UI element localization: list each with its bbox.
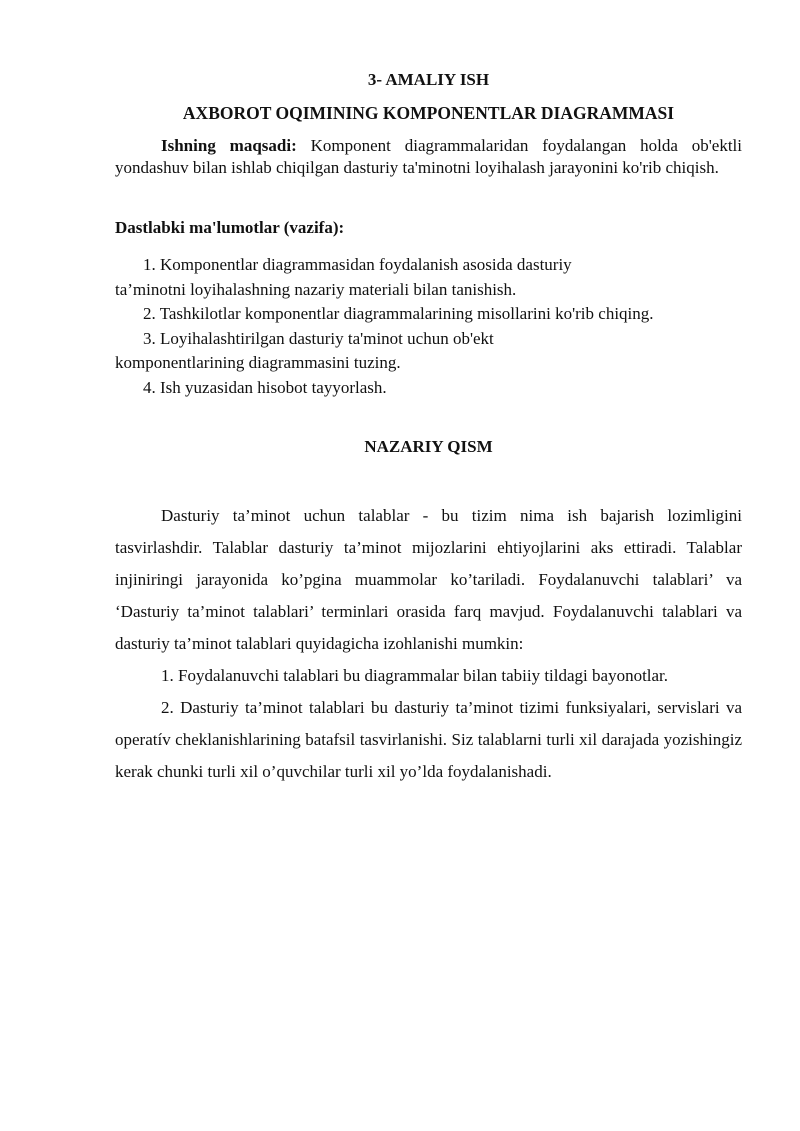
theory-body (115, 500, 742, 788)
theory-paragraph-2: 1. Foydalanuvchi talablari bu diagrammalar bilan tabiiy tildagi bayonotlar. (161, 666, 669, 685)
purpose-label: Ishning maqsadi: (161, 136, 297, 155)
initial-data-heading: Dastlabki ma'lumotlar (vazifa): (115, 218, 345, 237)
theory-paragraph-1: Dasturiy ta’minot uchun talablar - bu tizim nima ish bajarish lozimligini tasvirlashdir. Talablar dasturiy ta’minot mijozlarini ehtiyojlarini aks ettiradi. Talablar injiniringi jarayonida ko’pgina muammolar ko’tariladi. Foydalanuvchi talablari’ va ‘Dasturiy ta’minot talablari’ terminlari orasida farq mavjud. Foydalanuvchi talablari va dasturiy ta’minot talablari quyidagicha izohlanishi mumkin: (115, 506, 742, 653)
task-list (115, 253, 742, 400)
purpose-paragraph (115, 135, 742, 179)
page-title: AXBOROT OQIMINING KOMPONENTLAR DIAGRAMMASI (182, 103, 675, 123)
purpose-text: Komponent diagrammalaridan foydalangan holda ob'ektli yondashuv bilan ishlab chiqilgan dasturiy ta'minotni loyihalash jarayonini ko'rib chiqish. (115, 136, 742, 177)
theory-paragraph-3: 2. Dasturiy ta’minot talablari bu dasturiy ta’minot tizimi funksiyalari, servislari va operatív cheklanishlarining batafsil tasvirlanishi. Siz talablarni turli xil darajada yozishingiz kerak chunki turli xil o’quvchilar turli xil yo’lda foydalanishadi. (115, 698, 742, 781)
task-item-2: 2. Tashkilotlar komponentlar diagrammalarining misollarini ko'rib chiqing. (143, 304, 654, 323)
task-item-4: 4. Ish yuzasidan hisobot tayyorlash. (143, 377, 387, 397)
task-item-1: 1. Komponentlar diagrammasidan foydalanish asosida dasturiy ta’minotni loyihalashning nazariy materiali bilan tanishish. (115, 255, 572, 299)
task-item-3: 3. Loyihalashtirilgan dasturiy ta'minot uchun ob'ekt komponentlarining diagrammasini tuzing. (115, 328, 494, 372)
lab-number-heading: 3- AMALIY ISH (367, 70, 490, 89)
theory-heading: NAZARIY QISM (364, 437, 493, 456)
